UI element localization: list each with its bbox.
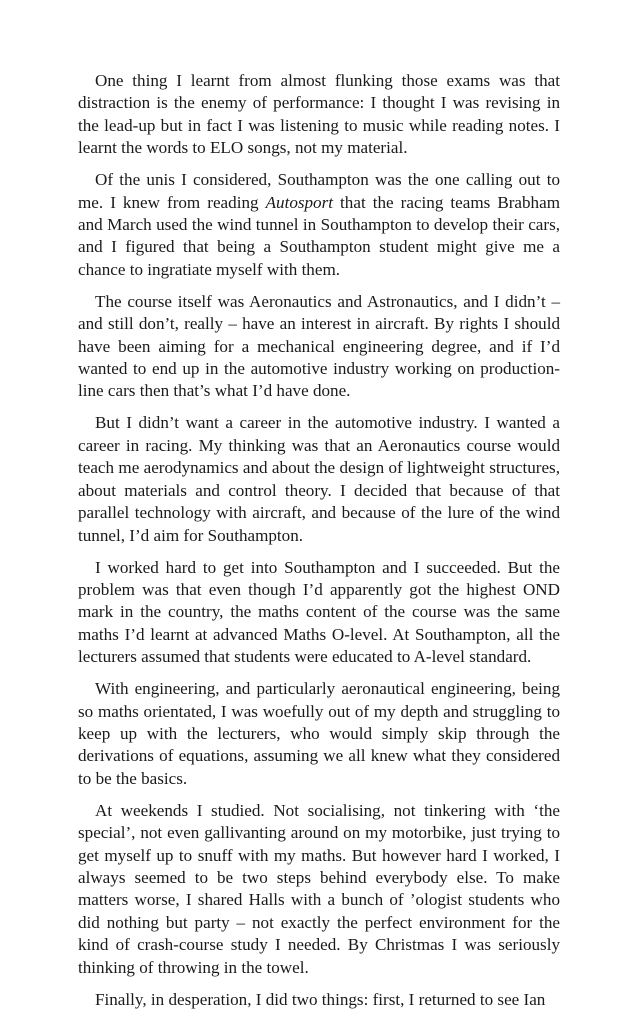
- paragraph-desperation: Finally, in desperation, I did two things: first, I returned to see Ian: [95, 989, 546, 1009]
- paragraph-course: The course itself was Aeronautics and Astronautics, and I didn’t – and still don’t, really – have an interest in aircraft. By rights I should have been aiming for a mechanical engineering degree, and if I’d wanted to end up in the automotive industry working on production-line cars then that’s what I’d have done.: [78, 291, 560, 401]
- paragraph-racing-career: But I didn’t want a career in the automotive industry. I wanted a career in racing. My thinking was that an Aeronautics course would teach me aerodynamics and about the design of lightweight structures, about materials and control theory. I decided that because of that parallel technology with aircraft, and because of the lure of the wind tunnel, I’d aim for Southampton.: [78, 413, 560, 545]
- paragraph-weekends: At weekends I studied. Not socialising, not tinkering with ‘the special’, not even gallivanting around on my motorbike, just trying to get myself up to snuff with my maths. But however hard I worked, I always seemed to be two steps behind everybody else. To make matters worse, I shared Halls with a bunch of ’ologist students who did nothing but party – not exactly the perfect environment for the kind of crash-course study I needed. By Christmas I was seriously thinking of throwing in the towel.: [78, 800, 560, 977]
- paragraph-text: that the racing teams Brabham and March used the wind tunnel in Southampton to develop their cars, and I figured that being a Southampton student might give me a chance to ingratiate myself with them.: [78, 192, 560, 279]
- paragraph-exams: One thing I learnt from almost flunking those exams was that distraction is the enemy of performance: I thought I was revising in the lead-up but in fact I was listening to music while reading notes. I learnt the words to ELO songs, not my material.: [78, 71, 560, 158]
- paragraph-out-of-depth: With engineering, and particularly aeronautical engineering, being so maths orientated, I was woefully out of my depth and struggling to keep up with the lecturers, who would simply skip through the derivations of equations, assuming we all knew what they considered to be the basics.: [78, 679, 560, 788]
- magazine-title: Autosport: [265, 192, 334, 212]
- book-page-body: [78, 70, 560, 1011]
- paragraph-maths-level: I worked hard to get into Southampton and I succeeded. But the problem was that even though I’d apparently got the highest OND mark in the country, the maths content of the course was the same maths I’d learnt at advanced Maths O-level. At Southampton, all the lecturers assumed that students were educated to A-level standard.: [78, 557, 560, 667]
- paragraph-text: Of the unis I considered, Southampton was the one calling out to me. I knew from reading: [78, 170, 560, 212]
- paragraph-southampton-choice: [78, 169, 560, 281]
